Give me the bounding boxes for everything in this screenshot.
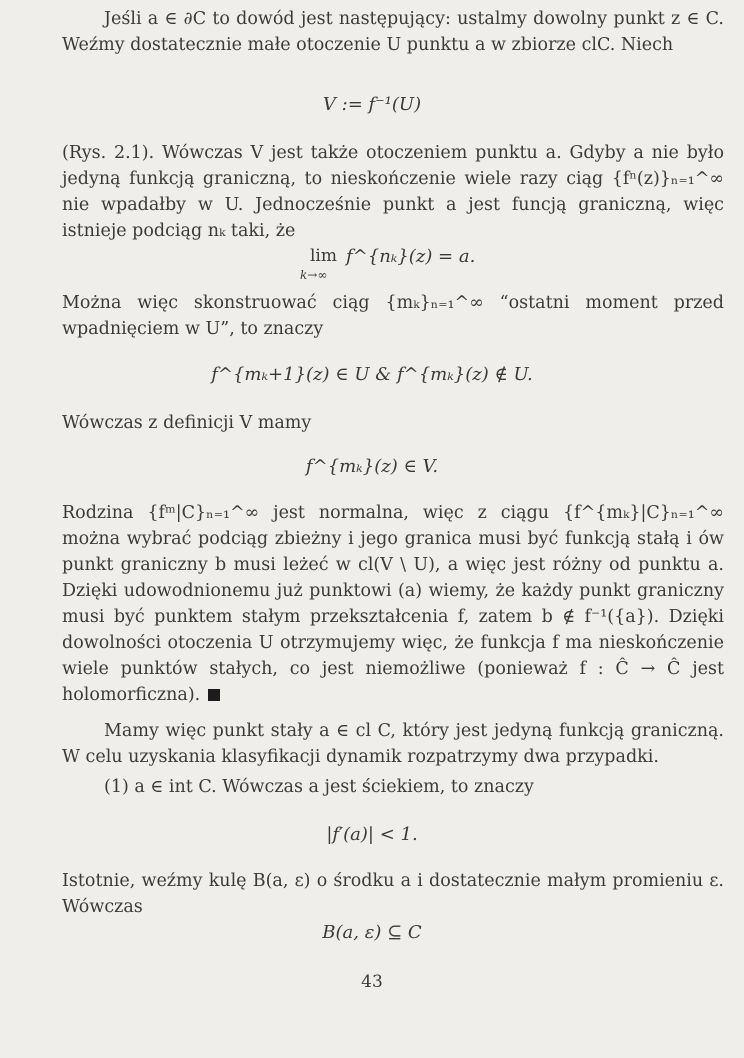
paragraph-case-one: (1) a ∈ int C. Wówczas a jest ściekiem, to znaczy (104, 777, 534, 797)
paragraph-ball: Istotnie, weźmy kulę B(a, ε) o środku a i dostatecznie małym promieniu ε. Wówczas (62, 871, 724, 917)
paragraph-neighbourhood: (Rys. 2.1). Wówczas V jest także otoczeniem punktu a. Gdyby a nie było jedyną funkcją graniczną, to nieskończenie wiele razy ciąg {fⁿ(z)}ₙ₌₁^∞ nie wpadałby w U. Jednocześnie punkt a jest funcją graniczną, więc istnieje podciąg nₖ taki, że (62, 143, 724, 241)
paragraph-normal-family: Rodzina {fᵐ|C}ₙ₌₁^∞ jest normalna, więc z ciągu {f^{mₖ}|C}ₙ₌₁^∞ można wybrać podciąg zbieżny i jego granica musi być funkcją stałą i ów punkt graniczny b musi leżeć w cl(V \ U), a więc jest różny od punktu a. Dzięki udowodnionemu już punktowi (a) wiemy, że każdy punkt graniczny musi być punktem stałym przekształcenia f, zatem b ∉ f⁻¹({a}). Dzięki dowolności otoczenia U otrzymujemy więc, że funkcja f ma nieskończenie wiele punktów stałych, co jest niemożliwe (ponieważ f : Ĉ → Ĉ jest holomorficzna). (62, 503, 724, 705)
equation-v-definition: V := f⁻¹(U) (322, 94, 422, 115)
equation-in-v: f^{mₖ}(z) ∈ V. (305, 456, 439, 477)
equation-derivative: |f′(a)| < 1. (326, 824, 418, 845)
paragraph-fixed-point: Mamy więc punkt stały a ∈ cl C, który jest jedyną funkcją graniczną. W celu uzyskania klasyfikacji dynamik rozpatrzymy dwa przypadki. (62, 721, 724, 767)
paragraph-definition-v: Wówczas z definicji V mamy (62, 413, 312, 433)
limit-operator: lim (310, 246, 337, 266)
end-of-proof-icon (208, 689, 220, 701)
equation-ball-subset: B(a, ε) ⊆ C (322, 922, 422, 943)
paragraph-last-moment: Można więc skonstruować ciąg {mₖ}ₙ₌₁^∞ “ostatni moment przed wpadnięciem w U”, to znaczy (62, 293, 724, 339)
equation-limit (300, 242, 500, 282)
limit-subscript: k→∞ (300, 268, 328, 282)
equation-last-moment: f^{mₖ+1}(z) ∈ U & f^{mₖ}(z) ∉ U. (211, 364, 533, 385)
limit-expression: f^{nₖ}(z) = a. (346, 246, 476, 267)
page-number: 43 (361, 972, 383, 992)
paragraph-intro: Jeśli a ∈ ∂C to dowód jest następujący: ustalmy dowolny punkt z ∈ C. Weźmy dostatecznie małe otoczenie U punktu a w zbiorze clC. Niech (62, 9, 724, 55)
